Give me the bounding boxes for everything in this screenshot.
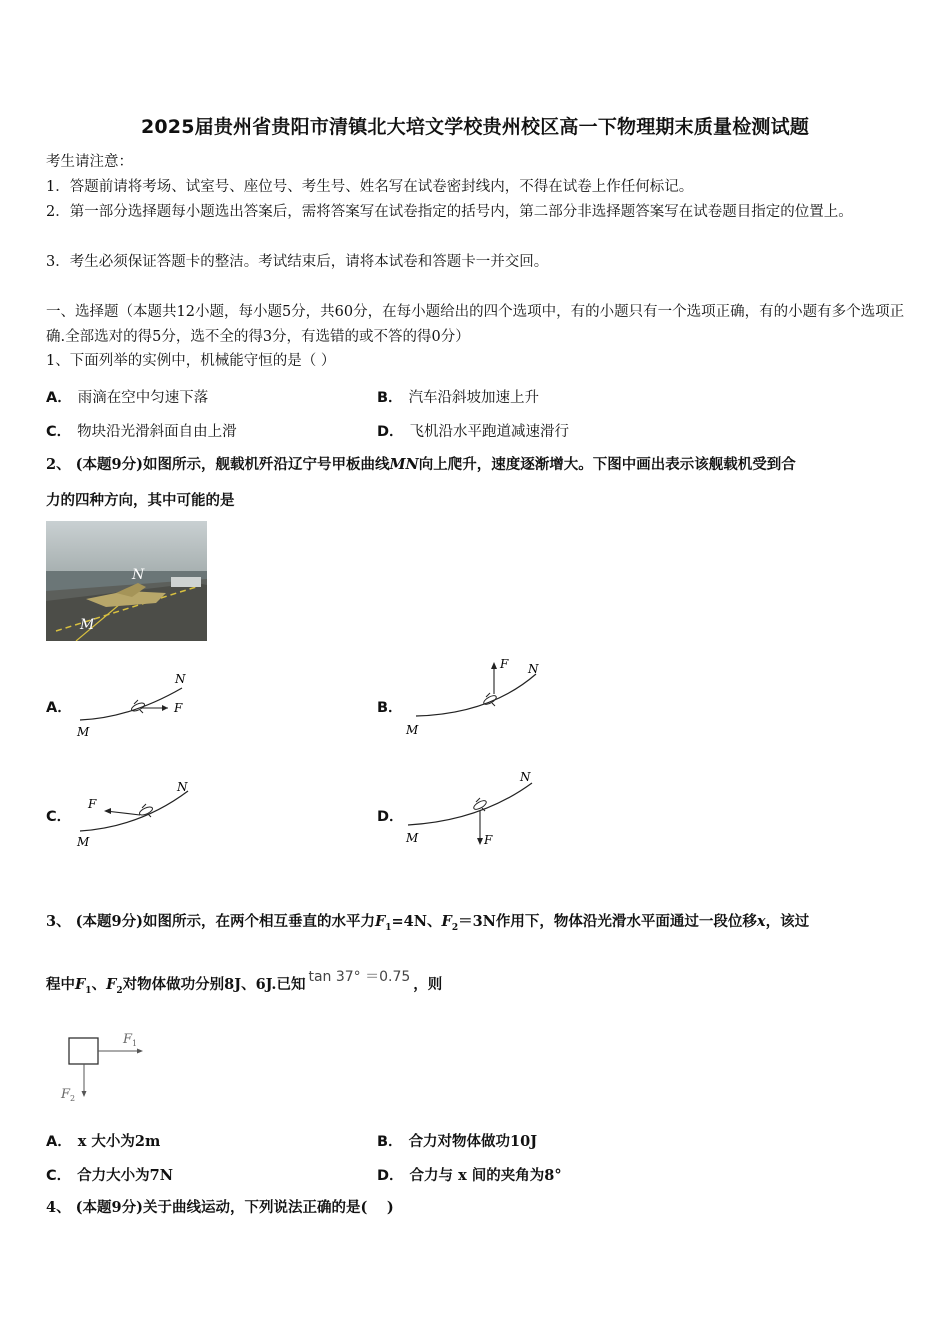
q3-option-b: B． 合力对物体做功10J bbox=[377, 1133, 538, 1150]
svg-text:M: M bbox=[77, 725, 90, 739]
q2-option-d-figure bbox=[400, 765, 550, 855]
svg-text:M: M bbox=[406, 831, 419, 845]
notice-heading: 考生请注意： bbox=[46, 154, 133, 170]
svg-text:1: 1 bbox=[132, 1039, 138, 1048]
q1-option-c: C． 物块沿光滑斜面自由上滑 bbox=[46, 424, 237, 440]
svg-text:F: F bbox=[484, 833, 493, 847]
svg-text:F: F bbox=[61, 1087, 71, 1102]
q1-option-a: A． 雨滴在空中匀速下落 bbox=[46, 390, 209, 406]
q2-option-b-label: B． bbox=[377, 700, 403, 716]
q2-option-c-label: C． bbox=[46, 809, 72, 825]
page-title: 2025届贵州省贵阳市清镇北大培文学校贵州校区高一下物理期末质量检测试题 bbox=[140, 116, 810, 138]
tan-formula: tan 37° ＝0.75 bbox=[308, 969, 411, 985]
svg-text:F: F bbox=[174, 701, 183, 715]
q1-stem: 1、下面列举的实例中，机械能守恒的是（ ） bbox=[46, 353, 336, 369]
q2-stem: 2、 (本题9分)如图所示，舰载机歼沿辽宁号甲板曲线MN向上爬升，速度逐渐增大。下图中画出表示该舰载机受到合 bbox=[46, 456, 796, 473]
q3-option-a: A． x 大小为2m bbox=[46, 1133, 161, 1150]
q2-option-a-label: A． bbox=[46, 700, 72, 716]
q3-option-c: C． 合力大小为7N bbox=[46, 1167, 173, 1184]
q2-option-b-figure bbox=[400, 652, 550, 742]
plane-icon bbox=[482, 693, 497, 706]
q2-stem-line2: 力的四种方向，其中可能的是 bbox=[46, 492, 235, 509]
q2-option-c-figure bbox=[70, 775, 200, 855]
q3-force-figure bbox=[55, 1025, 165, 1105]
notice-item-1: 1．答题前请将考场、试室号、座位号、考生号、姓名写在试卷密封线内，不得在试卷上作任何标记。 bbox=[46, 179, 694, 195]
svg-text:N: N bbox=[528, 662, 539, 676]
notice-item-3: 3．考生必须保证答题卡的整洁。考试结束后，请将本试卷和答题卡一并交回。 bbox=[46, 254, 549, 270]
svg-text:N: N bbox=[177, 780, 188, 794]
notice-item-2: 2．第一部分选择题每小题选出答案后，需将答案写在试卷指定的括号内，第二部分非选择题答案写在试卷题目指定的位置上。 bbox=[46, 204, 853, 220]
q3-stem: 3、 (本题9分)如图所示，在两个相互垂直的水平力$F_1=4N$、$F_2=3N$作用下，物体沿光滑水平面通过一段位移x，该过 bbox=[46, 913, 810, 933]
svg-text:N: N bbox=[520, 770, 531, 784]
photo-label-n: N bbox=[132, 567, 145, 583]
svg-text:2: 2 bbox=[70, 1094, 76, 1103]
photo-label-m: M bbox=[80, 617, 95, 633]
section-heading: 一、选择题（本题共12小题，每小题5分，共60分，在每小题给出的四个选项中，有的小题只有一个选项正确，有的小题有多个选项正确.全部选对的得5分，选不全的得3分，有选错的或不答的得0分） bbox=[46, 304, 905, 345]
q1-option-b: B． 汽车沿斜坡加速上升 bbox=[377, 390, 540, 406]
svg-text:F: F bbox=[88, 797, 97, 811]
q4-stem: 4、 (本题9分)关于曲线运动，下列说法正确的是( ) bbox=[46, 1199, 394, 1216]
svg-text:M: M bbox=[406, 723, 419, 737]
q3-option-d: D． 合力与 x 间的夹角为8° bbox=[377, 1167, 562, 1184]
q3-stem-line2: 程中$F_1$、$F_2$对物体做功分别8J、6J.已知 tan 37° ＝0.75 ，则 bbox=[46, 969, 443, 996]
q1-option-d: D． 飞机沿水平跑道减速滑行 bbox=[377, 424, 570, 440]
q2-option-d-label: D． bbox=[377, 809, 404, 825]
svg-text:F: F bbox=[500, 657, 509, 671]
carrier-photo bbox=[46, 521, 207, 641]
q2-option-a-figure bbox=[70, 670, 200, 745]
svg-text:M: M bbox=[77, 835, 90, 849]
svg-text:N: N bbox=[175, 672, 186, 686]
svg-text:F: F bbox=[123, 1032, 133, 1047]
